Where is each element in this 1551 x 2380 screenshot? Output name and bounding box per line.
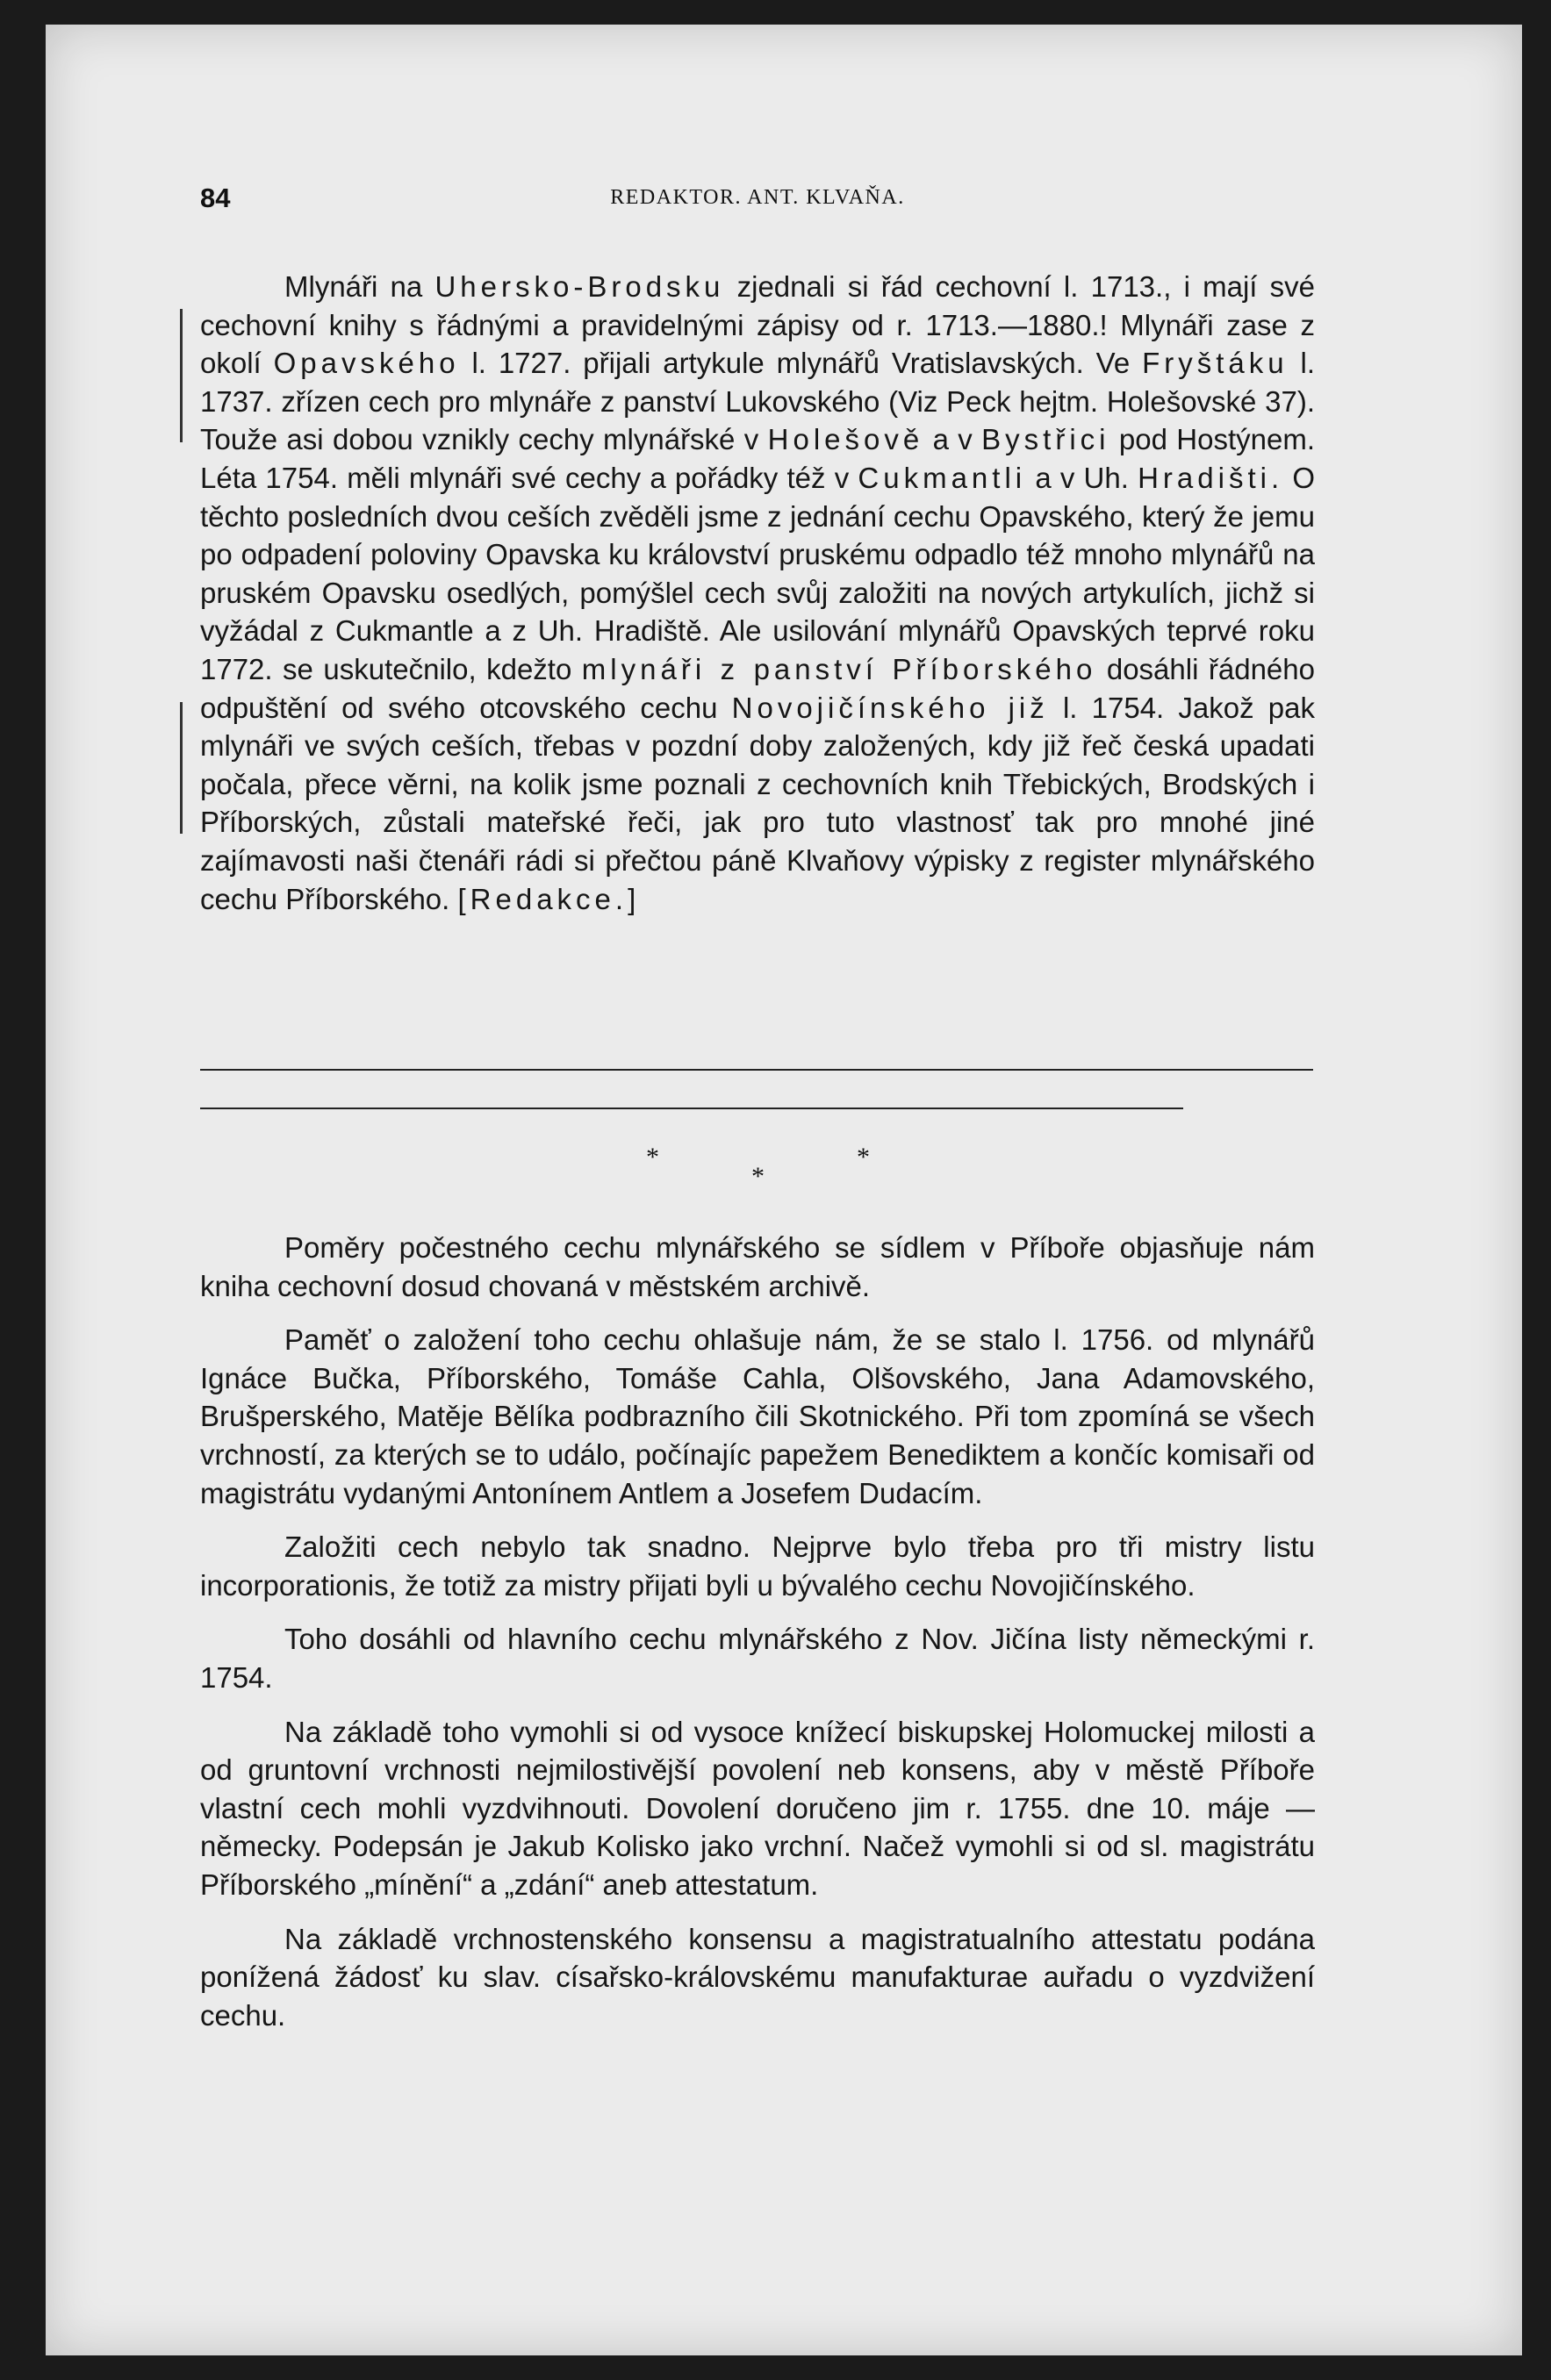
text-run: a v	[923, 423, 982, 456]
editorial-intro-paragraph	[200, 268, 1315, 918]
text-run: Mlynáři na	[284, 270, 435, 303]
text-run: zjednali si řád cechovní l. 1713., i mají své cechovní knihy s řádnými a pravidelnými zápisy od r. 1713.—1880.! Mlynáři zase z okolí	[200, 270, 1316, 380]
margin-bracket-bottom	[180, 702, 183, 834]
paragraph: Poměry počestného cechu mlynářského se sídlem v Příboře objasňuje nám kniha cechovní dosud chovaná v městském archivě.	[200, 1231, 1315, 1302]
handwritten-underline	[200, 1069, 1313, 1071]
spaced-term: Holešově	[767, 423, 924, 456]
text-run: dosáhli řádného odpuštění od svého otcovského cechu	[200, 652, 1315, 724]
article-body	[200, 268, 1315, 918]
paragraph: Na základě vrchnostenského konsensu a magistratualního attestatu podána ponížená žádosť ku slav. císařsko-královskému manufakturae auřadu o vyzdvižení cechu.	[200, 1922, 1315, 2032]
asterisk: *	[751, 1162, 765, 1191]
text-run: O těchto posledních dvou ceších zvěděli jsme z jednání cechu Opavského, který že jemu po odpadení poloviny Opavska ku království pruskému odpadlo též mnoho mlynářů na pruském Opavsku osedlých, pomýšlel cech svůj založiti na nových artykulích, jichž si vyžádal z Cukmantle a z Uh. Hradiště. Ale usilování mlynářů Opavských teprvé roku 1772. se uskutečnilo, kdežto	[200, 461, 1315, 685]
paragraph: Paměť o založení toho cechu ohlašuje nám, že se stalo l. 1756. od mlynářů Ignáce Bučka, Příborského, Tomáše Cahla, Olšovského, Jana Adamovského, Brušperského, Matěje Bělíka podbrazního čili Skotnického. Při tom zpomíná se všech vrchností, za kterých se to událo, počínajíc papežem Benediktem a končíc komisaři od magistrátu vydanými Antonínem Antlem a Josefem Dudacím.	[200, 1323, 1315, 1509]
spaced-term: Bystřici	[981, 423, 1110, 456]
handwritten-underline	[200, 1108, 1183, 1109]
spaced-term: Opavského	[273, 347, 460, 380]
text-run: l. 1737. zřízen cech pro mlynáře z panství Lukovského (Viz Peck hejtm. Holešovské 37). Touže asi dobou vznikly cechy mlynářské v	[200, 347, 1316, 456]
page-number: 84	[200, 183, 231, 213]
spaced-term: Uhersko-Brodsku	[434, 270, 725, 303]
running-head: REDAKTOR. ANT. KLVAŇA.	[610, 186, 905, 209]
asterisk: *	[646, 1143, 659, 1172]
spaced-term: Novojičínského již	[731, 691, 1049, 724]
margin-bracket-top	[180, 309, 183, 442]
section-body	[200, 1229, 1315, 2034]
spaced-term: Fryštáku	[1142, 347, 1289, 380]
text-run: pod Hostýnem. Léta 1754. měli mlynáři své cechy a pořádky též v	[200, 423, 1315, 494]
spaced-term: Hradišti.	[1138, 461, 1284, 494]
text-run: l. 1727. přijali artykule mlynářů Vratislavských. Ve	[459, 347, 1143, 380]
paragraph: Na základě toho vymohli si od vysoce knížecí biskupskej Holomuckej milosti a od gruntovní vrchnosti nejmilostivější povolení neb konsens, aby v městě Příboře vlastní cech mohli vyzdvihnouti. Dovolení doručeno jim r. 1755. dne 10. máje — německy. Podepsán je Jakub Kolisko jako vrchní. Načež vymohli si od sl. magistrátu Příborského „mínění“ a „zdání“ aneb attestatum.	[200, 1715, 1315, 1901]
page-header	[200, 183, 1315, 218]
section-separator	[200, 1130, 1315, 1192]
asterisk: *	[857, 1143, 870, 1172]
spaced-term: Cukmantli	[858, 461, 1027, 494]
text-run: l. 1754. Jakož pak mlynáři ve svých ceších, třebas v pozdní doby založených, kdy již řeč česká upadati počala, přece věrni, na kolik jsme poznali z cechovních knih Třebických, Brodských i Příborských, zůstali mateřské řeči, jak pro tuto vlastnosť tak pro mnohé jiné zajímavosti naši čtenáři rádi si přečtou páně Klvaňovy výpisky z register mlynářského cechu Příborského.	[200, 691, 1316, 915]
paragraph: Toho dosáhli od hlavního cechu mlynářského z Nov. Jičína listy německými r. 1754.	[200, 1623, 1315, 1694]
paragraph: Založiti cech nebylo tak snadno. Nejprve bylo třeba pro tři mistry listu incorporationis, že totiž za mistry přijati byli u bývalého cechu Novojičínského.	[200, 1531, 1315, 1602]
editorial-signature: [Redakce.]	[457, 882, 641, 915]
text-run: a v Uh.	[1026, 461, 1138, 494]
spaced-term: mlynáři z panství Příborského	[581, 652, 1097, 685]
